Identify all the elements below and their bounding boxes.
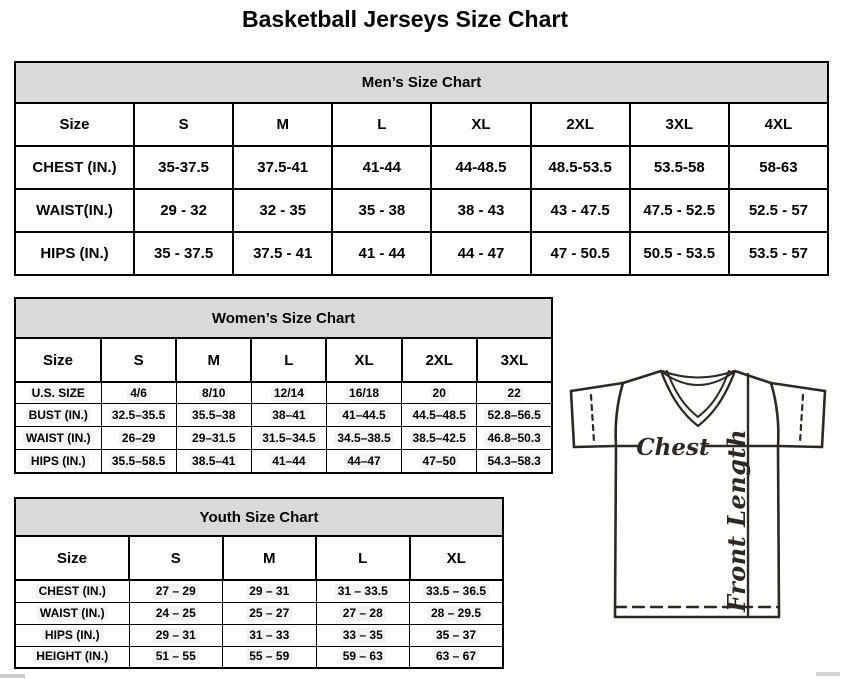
cell: 53.5 - 57 [729,232,828,275]
cell-text: 44–47 [344,454,383,469]
cell: 52.5 - 57 [729,189,828,232]
cell-text: 41–44.5 [339,408,388,423]
cell [326,427,401,450]
table-band-row [15,298,552,338]
cell: 50.5 - 53.5 [630,232,729,275]
table-header-row [15,103,828,146]
jersey-measurement-diagram [558,356,842,624]
column-header: Size [15,103,134,146]
cell [176,427,251,450]
cell [176,382,251,403]
cell-text: 27 – 29 [153,584,199,599]
row-label-text: U.S. SIZE [29,386,88,401]
table-row [15,624,503,646]
cell: 53.5-58 [630,146,729,189]
cell: 41 - 44 [332,232,431,275]
cell: 47.5 - 52.5 [630,189,729,232]
column-header: 2XL [531,103,630,146]
row-label-text: HIPS (IN.) [28,454,89,469]
cell-text: 55 – 59 [246,649,292,664]
cell-text: 35.5–38 [189,408,238,423]
jersey-diagram-svg [558,356,842,624]
row-label [15,404,101,427]
table-row [15,450,552,473]
cell-text: 29 – 31 [246,584,292,599]
cell [101,404,176,427]
cell [477,427,552,450]
cell [316,624,410,646]
column-header: L [332,103,431,146]
page-title: Basketball Jerseys Size Chart [241,6,568,32]
cell-text: 59 – 63 [340,649,386,664]
table-row [15,189,828,232]
chest-label: Chest [636,434,710,461]
column-header: Size [15,536,129,580]
cell [223,580,317,602]
row-label: HIPS (IN.) [15,232,134,275]
cell [101,382,176,403]
row-label-text: CHEST (IN.) [36,584,109,599]
mens-size-chart [14,61,829,276]
cell [129,624,223,646]
cell: 32 - 35 [233,189,332,232]
cell-text: 24 – 25 [153,606,199,621]
youth-size-chart [14,497,504,669]
cell-text: 47–50 [420,454,459,469]
column-header: L [316,536,410,580]
row-label: CHEST (IN.) [15,146,134,189]
cell-text: 46.8–50.3 [484,431,543,446]
cell-text: 51 – 55 [153,649,199,664]
cell-text: 16/18 [346,386,382,401]
column-header: L [251,338,326,382]
mens-table [14,61,829,276]
cell [101,427,176,450]
cell [223,602,317,624]
cell-text: 22 [504,386,523,401]
cell [176,404,251,427]
cell: 37.5 - 41 [233,232,332,275]
row-label-text: HEIGHT (IN.) [33,649,111,664]
cell: 29 - 32 [134,189,233,232]
cell [402,404,477,427]
column-header: S [101,338,176,382]
row-label [15,580,129,602]
cell-text: 38.5–42.5 [410,431,469,446]
cell-text: 25 – 27 [246,606,292,621]
cell [326,450,401,473]
cell [223,624,317,646]
row-label [15,382,101,403]
table-row [15,602,503,624]
cell: 48.5-53.5 [531,146,630,189]
row-label [15,646,129,668]
row-label-text: WAIST (IN.) [23,431,94,446]
cell [410,624,504,646]
cell [402,427,477,450]
cell [316,602,410,624]
cell-text: 31 – 33.5 [335,584,391,599]
cell-text: 41–44 [269,454,308,469]
column-header: XL [326,338,401,382]
cell [129,646,223,668]
womens-table [14,297,553,474]
cell-text: 32.5–35.5 [109,408,168,423]
cell [129,580,223,602]
womens-size-chart [14,297,553,474]
column-header: 2XL [402,338,477,382]
cell [176,450,251,473]
cell-text: 4/6 [127,386,150,401]
table-row [15,382,552,403]
table-header-row [15,536,503,580]
table-band-row [15,498,503,536]
cell [410,602,504,624]
column-header: 4XL [729,103,828,146]
column-header: M [223,536,317,580]
cell [410,580,504,602]
table-row [15,580,503,602]
cell: 47 - 50.5 [531,232,630,275]
row-label-text: BUST (IN.) [26,408,91,423]
row-label [15,624,129,646]
row-label [15,602,129,624]
front-length-label: Front Length [722,428,751,612]
cell [402,450,477,473]
table-row [15,232,828,275]
cell [410,646,504,668]
cell: 35 - 37.5 [134,232,233,275]
row-label: WAIST(IN.) [15,189,134,232]
table-row [15,146,828,189]
cell [477,404,552,427]
cell-text: 33 – 35 [340,628,386,643]
cell [251,450,326,473]
cell: 35-37.5 [134,146,233,189]
youth-chart-title: Youth Size Chart [15,498,503,536]
cell [223,646,317,668]
column-header: 3XL [477,338,552,382]
cell-text: 31.5–34.5 [259,431,318,446]
cell [251,404,326,427]
column-header: M [233,103,332,146]
column-header: S [129,536,223,580]
mens-chart-title: Men’s Size Chart [15,62,828,103]
scrollbar-fragment-left [0,674,25,678]
table-row [15,404,552,427]
column-header: Size [15,338,101,382]
cell [477,450,552,473]
womens-chart-title: Women’s Size Chart [15,298,552,338]
table-row [15,646,503,668]
column-header: XL [410,536,504,580]
cell: 41-44 [332,146,431,189]
youth-table [14,497,504,669]
cell [326,382,401,403]
cell-text: 31 – 33 [246,628,292,643]
cell-text: 35 – 37 [433,628,479,643]
cell: 44-48.5 [431,146,530,189]
cell-text: 52.8–56.5 [484,408,543,423]
cell [477,382,552,403]
row-label-text: WAIST (IN.) [37,606,108,621]
scrollbar-fragment-right [816,672,840,676]
cell-text: 29–31.5 [189,431,238,446]
cell [316,580,410,602]
cell: 38 - 43 [431,189,530,232]
table-row [15,427,552,450]
cell-text: 35.5–58.5 [109,454,168,469]
cell-text: 33.5 – 36.5 [423,584,489,599]
cell-text: 63 – 67 [433,649,479,664]
cell [326,404,401,427]
table-header-row [15,338,552,382]
column-header: S [134,103,233,146]
cell-text: 54.3–58.3 [484,454,543,469]
row-label [15,450,101,473]
cell [316,646,410,668]
column-header: XL [431,103,530,146]
cell-text: 38.5–41 [189,454,238,469]
cell: 37.5-41 [233,146,332,189]
table-band-row [15,62,828,103]
cell-text: 26–29 [119,431,158,446]
cell [402,382,477,403]
cell-text: 8/10 [199,386,228,401]
row-label [15,427,101,450]
cell-text: 34.5–38.5 [334,431,393,446]
column-header: M [176,338,251,382]
cell: 44 - 47 [431,232,530,275]
cell-text: 28 – 29.5 [428,606,484,621]
cell-text: 20 [430,386,449,401]
row-label-text: HIPS (IN.) [42,628,103,643]
cell-text: 38–41 [269,408,308,423]
cell [251,382,326,403]
cell-text: 27 – 28 [340,606,386,621]
column-header: 3XL [630,103,729,146]
cell-text: 29 – 31 [153,628,199,643]
cell [101,450,176,473]
cell: 58-63 [729,146,828,189]
cell-text: 44.5–48.5 [410,408,469,423]
cell [251,427,326,450]
cell [129,602,223,624]
cell: 43 - 47.5 [531,189,630,232]
cell: 35 - 38 [332,189,431,232]
cell-text: 12/14 [271,386,307,401]
